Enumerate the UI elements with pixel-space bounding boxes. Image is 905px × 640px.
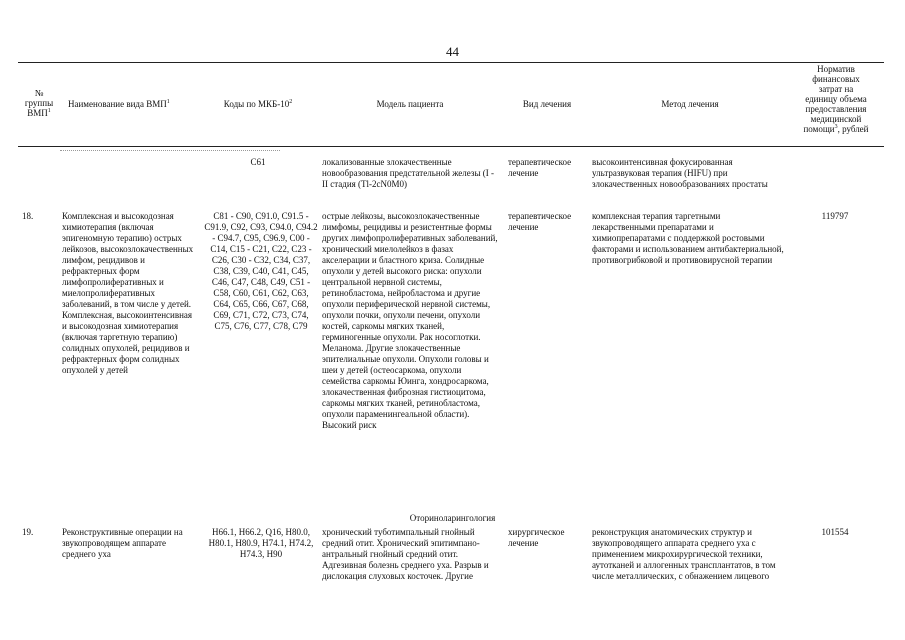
page-number: 44 (446, 44, 459, 59)
row-codes: C61 (250, 157, 266, 167)
header-bottom-rule (18, 146, 884, 147)
header-col-number-label: № группы ВМП (24, 88, 54, 118)
header-col-codes (208, 99, 308, 109)
row-name: Комплексная и высокодозная химиотерапия (включая эпигеномную терапию) острых лейкозов, высокозлокачественных лимфом, рецидивов и рефрактерных форм лимфопролиферативных и миелопролиферативных заболеваний, в том числе у детей. Комплексная, высокоинтенсивная и высокодозная химиотерапия (включая таргетную терапию) солидных опухолей, рецидивов и рефрактерных форм солидных опухолей у детей (62, 211, 194, 375)
header-col-model: Модель пациента (376, 99, 444, 109)
row-number: 19. (22, 527, 34, 537)
header-col-name-footnote: 1 (166, 99, 170, 105)
row-type: терапевтическое лечение (508, 211, 572, 232)
section-title: Оториноларингология (409, 513, 496, 523)
header-top-rule (18, 62, 884, 63)
row-type: терапевтическое лечение (508, 157, 572, 178)
header-col-name (68, 99, 228, 109)
row-model: хронический туботимпальный гнойный средний отит. Хронический эпитимпано-антральный гнойный средний отит. Адгезивная болезнь среднего уха. Разрыв и дислокация слуховых косточек. Другие (322, 527, 489, 581)
row-type: хирургическое лечение (508, 527, 565, 548)
row-cost: 101554 (821, 527, 849, 537)
row-codes: H66.1, H66.2, Q16, H80.0, H80.1, H80.9, H74.1, H74.2, H74.3, H90 (208, 527, 314, 559)
faint-text-trace (60, 150, 280, 154)
header-col-name-label: Наименование вида ВМП (68, 99, 167, 109)
header-col-number-footnote: 1 (47, 108, 51, 114)
header-col-number (20, 88, 58, 118)
row-name: Реконструктивные операции на звукопроводящем аппарате среднего уха (62, 527, 183, 559)
row-model: острые лейкозы, высокозлокачественные лимфомы, рецидивы и резистентные формы других лимфопролиферативных заболеваний, хронический миелолейкоз в фазах акселерации и бластного криза. Солидные опухоли у детей высокого риска: опухоли центральной нервной системы, ретинобластома, нейробластома и другие опухоли периферической нервной системы, опухоли почки, опухоли печени, опухоли костей, саркомы мягких тканей, герминогенные опухоли. Рак носоглотки. Меланома. Другие злокачественные эпителиальные опухоли. Опухоли головы и шеи у детей (остеосаркома, опухоли семейства саркомы Юинга, хондросаркома, злокачественная фиброзная гистиоцитома, саркомы мягких тканей, ретинобластома, опухоли параменингеальной области). Высокий риск (322, 211, 498, 430)
row-method: реконструкция анатомических структур и звукопроводящего аппарата среднего уха с применением микрохирургической техники, аутотканей и аллогенных трансплантатов, в том числе металлических, с обнажением лицевого (592, 527, 776, 581)
row-model: локализованные злокачественные новообразования предстательной железы (I - II стадия (Tl-2cN0M0) (322, 157, 494, 189)
row-method: комплексная терапия таргетными лекарственными препаратами и химиопрепаратами с поддержкой ростовыми факторами и использованием антибактериальной, противогрибковой и противовирусной терапии (592, 211, 784, 265)
header-col-codes-label: Коды по МКБ-10 (223, 99, 290, 109)
header-col-codes-footnote: 2 (289, 99, 293, 105)
header-col-method: Метод лечения (661, 99, 719, 109)
header-col-cost-footnote: 3 (834, 124, 838, 130)
row-number: 18. (22, 211, 34, 221)
header-col-cost-unit: , рублей (837, 124, 869, 134)
row-codes: C81 - C90, C91.0, C91.5 - C91.9, C92, C93, C94.0, C94.2 - C94.7, C95, C96.9, C00 - C14, C15 - C21, C22, C23 - C26, C30 - C32, C34, C37, C38, C39, C40, C41, C45, C46, C47, C48, C49, C51 - C58, C60, C61, C62, C63, C64, C65, C66, C67, C68, C69, C71, C72, C73, C74, C75, C76, C77, C78, C79 (204, 211, 318, 331)
row-cost: 119797 (821, 211, 849, 221)
header-col-cost (788, 64, 884, 134)
header-col-cost-label: Норматив финансовых затрат на единицу объема предоставления медицинской помощи (803, 64, 867, 134)
row-method: высокоинтенсивная фокусированная ультразвуковая терапия (HIFU) при злокачественных новообразованиях простаты (592, 157, 768, 189)
header-col-type: Вид лечения (522, 99, 572, 109)
